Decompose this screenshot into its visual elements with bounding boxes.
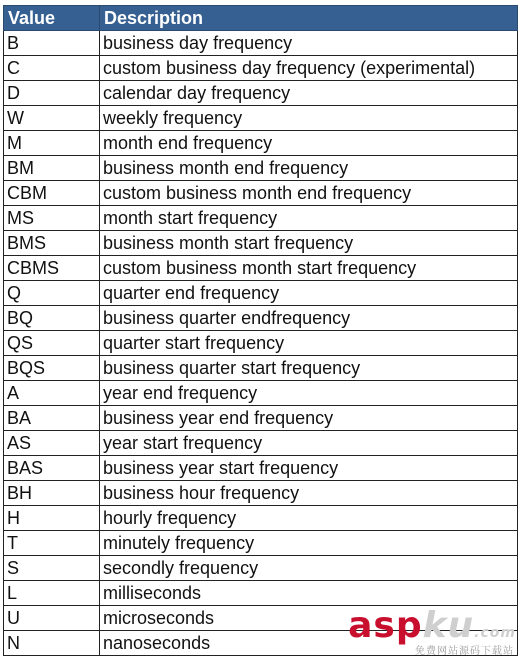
description-cell: business hour frequency xyxy=(100,481,518,506)
table-row xyxy=(4,206,518,231)
description-cell: calendar day frequency xyxy=(100,81,518,106)
watermark-asp-text: asp xyxy=(348,605,423,646)
table-body xyxy=(4,31,518,656)
table-row xyxy=(4,331,518,356)
frequency-table xyxy=(3,5,518,656)
table-row xyxy=(4,106,518,131)
watermark-com-text: .com xyxy=(474,625,516,641)
description-cell: business year end frequency xyxy=(100,406,518,431)
value-cell: N xyxy=(4,631,100,656)
table-row xyxy=(4,556,518,581)
table-row xyxy=(4,156,518,181)
value-cell: W xyxy=(4,106,100,131)
value-cell: M xyxy=(4,131,100,156)
value-cell: B xyxy=(4,31,100,56)
description-cell: custom business month start frequency xyxy=(100,256,518,281)
value-cell: CBMS xyxy=(4,256,100,281)
value-cell: L xyxy=(4,581,100,606)
table-row xyxy=(4,56,518,81)
table-row xyxy=(4,606,518,631)
value-cell: A xyxy=(4,381,100,406)
table-row xyxy=(4,406,518,431)
value-cell: S xyxy=(4,556,100,581)
value-cell: BQS xyxy=(4,356,100,381)
description-cell: month start frequency xyxy=(100,206,518,231)
description-cell: minutely frequency xyxy=(100,531,518,556)
header-description: Description xyxy=(100,6,518,31)
table-row xyxy=(4,381,518,406)
header-row xyxy=(4,6,518,31)
description-cell: secondly frequency xyxy=(100,556,518,581)
table-row xyxy=(4,81,518,106)
table-row xyxy=(4,581,518,606)
value-cell: T xyxy=(4,531,100,556)
table-row xyxy=(4,356,518,381)
value-cell: BM xyxy=(4,156,100,181)
value-cell: C xyxy=(4,56,100,81)
table-row xyxy=(4,531,518,556)
table-row xyxy=(4,31,518,56)
value-cell: Q xyxy=(4,281,100,306)
table-row xyxy=(4,256,518,281)
description-cell: custom business month end frequency xyxy=(100,181,518,206)
value-cell: MS xyxy=(4,206,100,231)
description-cell: quarter end frequency xyxy=(100,281,518,306)
description-cell: business quarter start frequency xyxy=(100,356,518,381)
value-cell: BAS xyxy=(4,456,100,481)
watermark-ku-text: ku xyxy=(422,605,475,646)
description-cell: microseconds xyxy=(100,606,518,631)
description-cell: business month end frequency xyxy=(100,156,518,181)
table-header xyxy=(4,6,518,31)
table-row xyxy=(4,481,518,506)
value-cell: H xyxy=(4,506,100,531)
description-cell: weekly frequency xyxy=(100,106,518,131)
table-row xyxy=(4,431,518,456)
header-value: Value xyxy=(4,6,100,31)
value-cell: BH xyxy=(4,481,100,506)
value-cell: BA xyxy=(4,406,100,431)
value-cell: BMS xyxy=(4,231,100,256)
description-cell: business day frequency xyxy=(100,31,518,56)
value-cell: QS xyxy=(4,331,100,356)
value-cell: U xyxy=(4,606,100,631)
description-cell: month end frequency xyxy=(100,131,518,156)
table-row xyxy=(4,281,518,306)
description-cell: quarter start frequency xyxy=(100,331,518,356)
description-cell: milliseconds xyxy=(100,581,518,606)
table-row xyxy=(4,306,518,331)
value-cell: BQ xyxy=(4,306,100,331)
watermark-tagline: 免费网站源码下载站 xyxy=(415,646,514,657)
description-cell: year start frequency xyxy=(100,431,518,456)
value-cell: D xyxy=(4,81,100,106)
description-cell: hourly frequency xyxy=(100,506,518,531)
table-row xyxy=(4,181,518,206)
description-cell: business year start frequency xyxy=(100,456,518,481)
table-row xyxy=(4,506,518,531)
table-row xyxy=(4,231,518,256)
description-cell: business quarter endfrequency xyxy=(100,306,518,331)
description-cell: nanoseconds xyxy=(100,631,518,656)
description-cell: business month start frequency xyxy=(100,231,518,256)
description-cell: year end frequency xyxy=(100,381,518,406)
table-row xyxy=(4,631,518,656)
value-cell: AS xyxy=(4,431,100,456)
table-row xyxy=(4,131,518,156)
description-cell: custom business day frequency (experimental) xyxy=(100,56,518,81)
table-row xyxy=(4,456,518,481)
value-cell: CBM xyxy=(4,181,100,206)
